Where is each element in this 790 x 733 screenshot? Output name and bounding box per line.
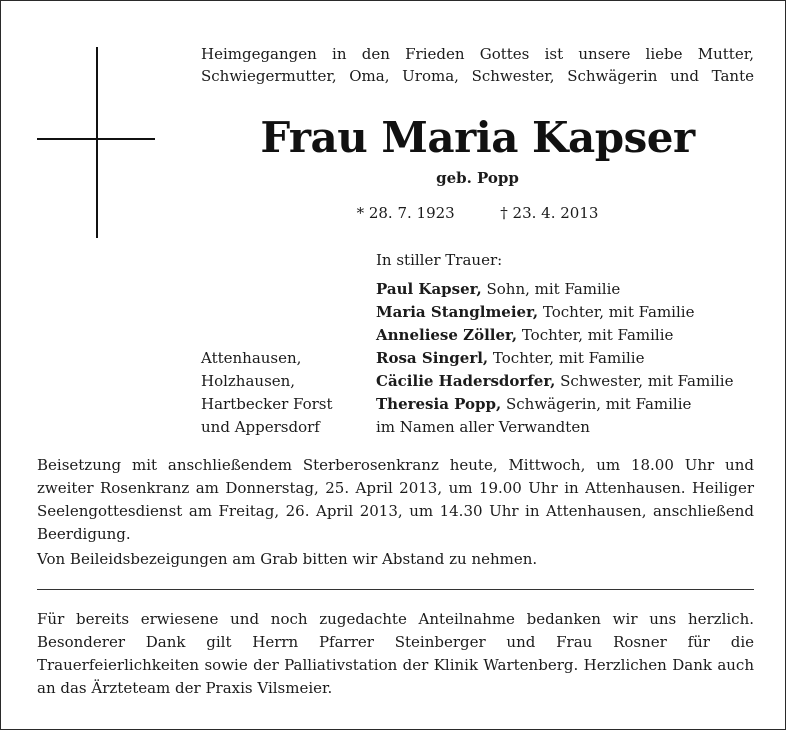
funeral-details: Beisetzung mit anschließendem Sterberosenkranz heute, Mittwoch, um 18.00 Uhr und zweiter Rosenkranz am Donnerstag, 25. April 2013, um 19.00 Uhr in Attenhausen. Heiliger Seelengottesdienst am Freitag, 26. April 2013, um 14.30 Uhr in Attenhausen, anschließend Beerdigung.: [37, 456, 754, 543]
mourner-row: [376, 347, 776, 370]
birth-date: * 28. 7. 1923: [356, 204, 455, 222]
mourner-relation: Tochter, mit Familie: [488, 349, 645, 367]
mourner-row: [376, 393, 776, 416]
places-list: [201, 347, 333, 439]
maiden-name: geb. Popp: [436, 169, 519, 187]
mourner-relation: Tochter, mit Familie: [538, 303, 695, 321]
intro-line: Heimgegangen in den Frieden Gottes ist unsere liebe Mutter,: [201, 45, 754, 63]
place-item: Holzhausen,: [201, 372, 296, 390]
mourner-name: Rosa Singerl,: [376, 349, 489, 367]
place-item: Attenhausen,: [201, 349, 302, 367]
condolence-note: Von Beileidsbezeigungen am Grab bitten wir Abstand zu nehmen.: [37, 550, 538, 568]
deceased-name: Frau Maria Kapser: [260, 113, 695, 162]
mourner-row: [376, 278, 776, 301]
mourner-row: [376, 301, 776, 324]
cross-icon-horizontal: [37, 138, 155, 140]
mourners-list: [376, 278, 776, 439]
mourner-row: [376, 370, 776, 393]
mourner-relation: Schwägerin, mit Familie: [501, 395, 692, 413]
mourner-row: [376, 324, 776, 347]
mourning-label: In stiller Trauer:: [376, 251, 503, 269]
mourner-relation: im Namen aller Verwandten: [376, 418, 590, 436]
mourner-name: Theresia Popp,: [376, 395, 502, 413]
mourner-relation: Sohn, mit Familie: [481, 280, 621, 298]
cross-icon-vertical: [96, 47, 98, 238]
intro-line: Schwiegermutter, Oma, Uroma, Schwester, Schwägerin und Tante: [201, 67, 754, 85]
mourner-relation: Tochter, mit Familie: [517, 326, 674, 344]
mourner-name: Maria Stanglmeier,: [376, 303, 539, 321]
place-item: und Appersdorf: [201, 418, 320, 436]
death-date: † 23. 4. 2013: [500, 204, 599, 222]
thanks-text: Für bereits erwiesene und noch zugedachte Anteilnahme bedanken wir uns herzlich. Besonderer Dank gilt Herrn Pfarrer Steinberger und Frau Rosner für die Trauerfeierlichkeiten sowie der Palliativstation der Klinik Wartenberg. Herzlichen Dank auch an das Ärzteteam der Praxis Vilsmeier.: [37, 610, 754, 697]
place-item: Hartbecker Forst: [201, 395, 333, 413]
intro-text: [201, 43, 754, 87]
mourner-name: Anneliese Zöller,: [376, 326, 518, 344]
mourner-name: Paul Kapser,: [376, 280, 482, 298]
mourner-name: Cäcilie Hadersdorfer,: [376, 372, 556, 390]
divider: [37, 589, 754, 590]
mourner-relation: Schwester, mit Familie: [555, 372, 734, 390]
mourner-row: [376, 416, 776, 439]
life-dates: [201, 202, 754, 224]
